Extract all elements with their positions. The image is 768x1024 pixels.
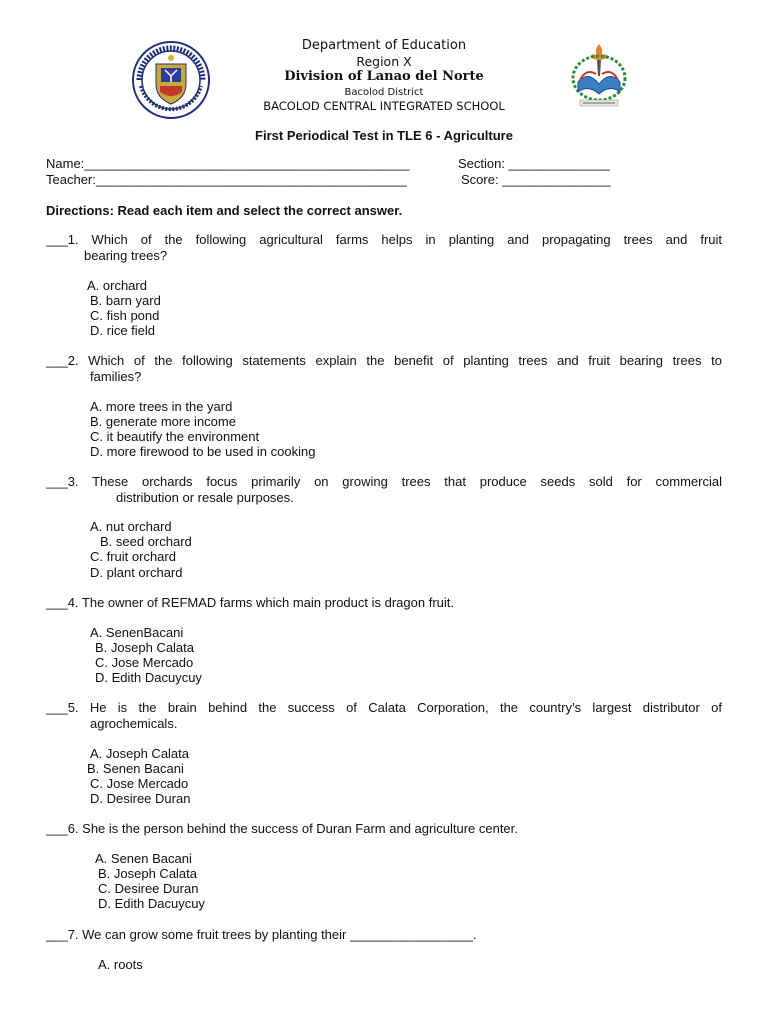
option[interactable]: B. barn yard (90, 293, 161, 308)
question-text: ___2. Which of the following statements explain the benefit of planting trees and fruit bearing trees to (46, 353, 722, 368)
question-text: ___6. She is the person behind the success of Duran Farm and agriculture center. (46, 821, 518, 836)
option[interactable]: D. plant orchard (90, 565, 183, 580)
question-text: ___3. These orchards focus primarily on growing trees that produce seeds sold for commercial (46, 474, 722, 489)
option[interactable]: D. Edith Dacuycuy (95, 670, 202, 685)
region-name: Region X (356, 54, 412, 69)
letterhead (0, 38, 768, 113)
question-text-cont: bearing trees? (84, 247, 168, 263)
option[interactable]: D. Desiree Duran (90, 791, 191, 806)
school-name: BACOLOD CENTRAL INTEGRATED SCHOOL (263, 99, 505, 113)
question-4 (46, 595, 722, 611)
option[interactable]: B. Senen Bacani (87, 761, 184, 776)
question-2 (46, 353, 722, 384)
question-text: ___1. Which of the following agricultural farms helps in planting and propagating trees and fruit (46, 232, 722, 247)
option[interactable]: A. roots (98, 957, 143, 972)
directions: Directions: Read each item and select the correct answer. (46, 203, 403, 218)
option[interactable]: D. rice field (90, 323, 156, 338)
option[interactable]: B. seed orchard (100, 534, 192, 549)
option[interactable]: A. more trees in the yard (90, 399, 233, 414)
option[interactable]: C. Jose Mercado (95, 655, 194, 670)
question-text-cont: agrochemicals. (90, 715, 178, 731)
department-name: Department of Education (301, 38, 467, 53)
question-text: ___4. The owner of REFMAD farms which main product is dragon fruit. (46, 595, 454, 610)
option[interactable]: B. Joseph Calata (95, 640, 195, 655)
question-7 (46, 927, 722, 943)
section-field[interactable]: Section: ______________ (458, 156, 610, 171)
option[interactable]: C. Desiree Duran (98, 881, 199, 896)
name-field[interactable]: Name:_____________________________________________ (46, 156, 410, 171)
option[interactable]: C. fish pond (90, 308, 160, 323)
option[interactable]: A. Joseph Calata (90, 746, 190, 761)
option[interactable]: C. Jose Mercado (90, 776, 189, 791)
division-name: Division of Lanao del Norte (284, 69, 484, 84)
option[interactable]: B. Joseph Calata (98, 866, 198, 881)
option[interactable]: C. fruit orchard (90, 549, 176, 564)
question-1 (46, 232, 722, 263)
question-text-cont: families? (90, 368, 142, 384)
option[interactable]: B. generate more income (90, 414, 236, 429)
question-6 (46, 821, 722, 837)
option[interactable]: A. nut orchard (90, 519, 172, 534)
teacher-field[interactable]: Teacher:___________________________________________ (46, 172, 407, 187)
option[interactable]: D. Edith Dacuycuy (98, 896, 205, 911)
question-3 (46, 474, 722, 505)
option[interactable]: C. it beautify the environment (90, 429, 260, 444)
test-title: First Periodical Test in TLE 6 - Agriculture (255, 128, 513, 143)
option[interactable]: A. Senen Bacani (95, 851, 192, 866)
question-text-cont: distribution or resale purposes. (116, 489, 294, 505)
question-5 (46, 700, 722, 731)
score-field[interactable]: Score: _______________ (461, 172, 611, 187)
option[interactable]: A. SenenBacani (90, 625, 184, 640)
question-text: ___7. We can grow some fruit trees by planting their _________________. (46, 927, 477, 942)
question-text: ___5. He is the brain behind the success of Calata Corporation, the country’s largest distributor of (46, 700, 722, 715)
option[interactable]: D. more firewood to be used in cooking (90, 444, 316, 459)
district-name: Bacolod District (344, 87, 424, 98)
option[interactable]: A. orchard (87, 278, 147, 293)
